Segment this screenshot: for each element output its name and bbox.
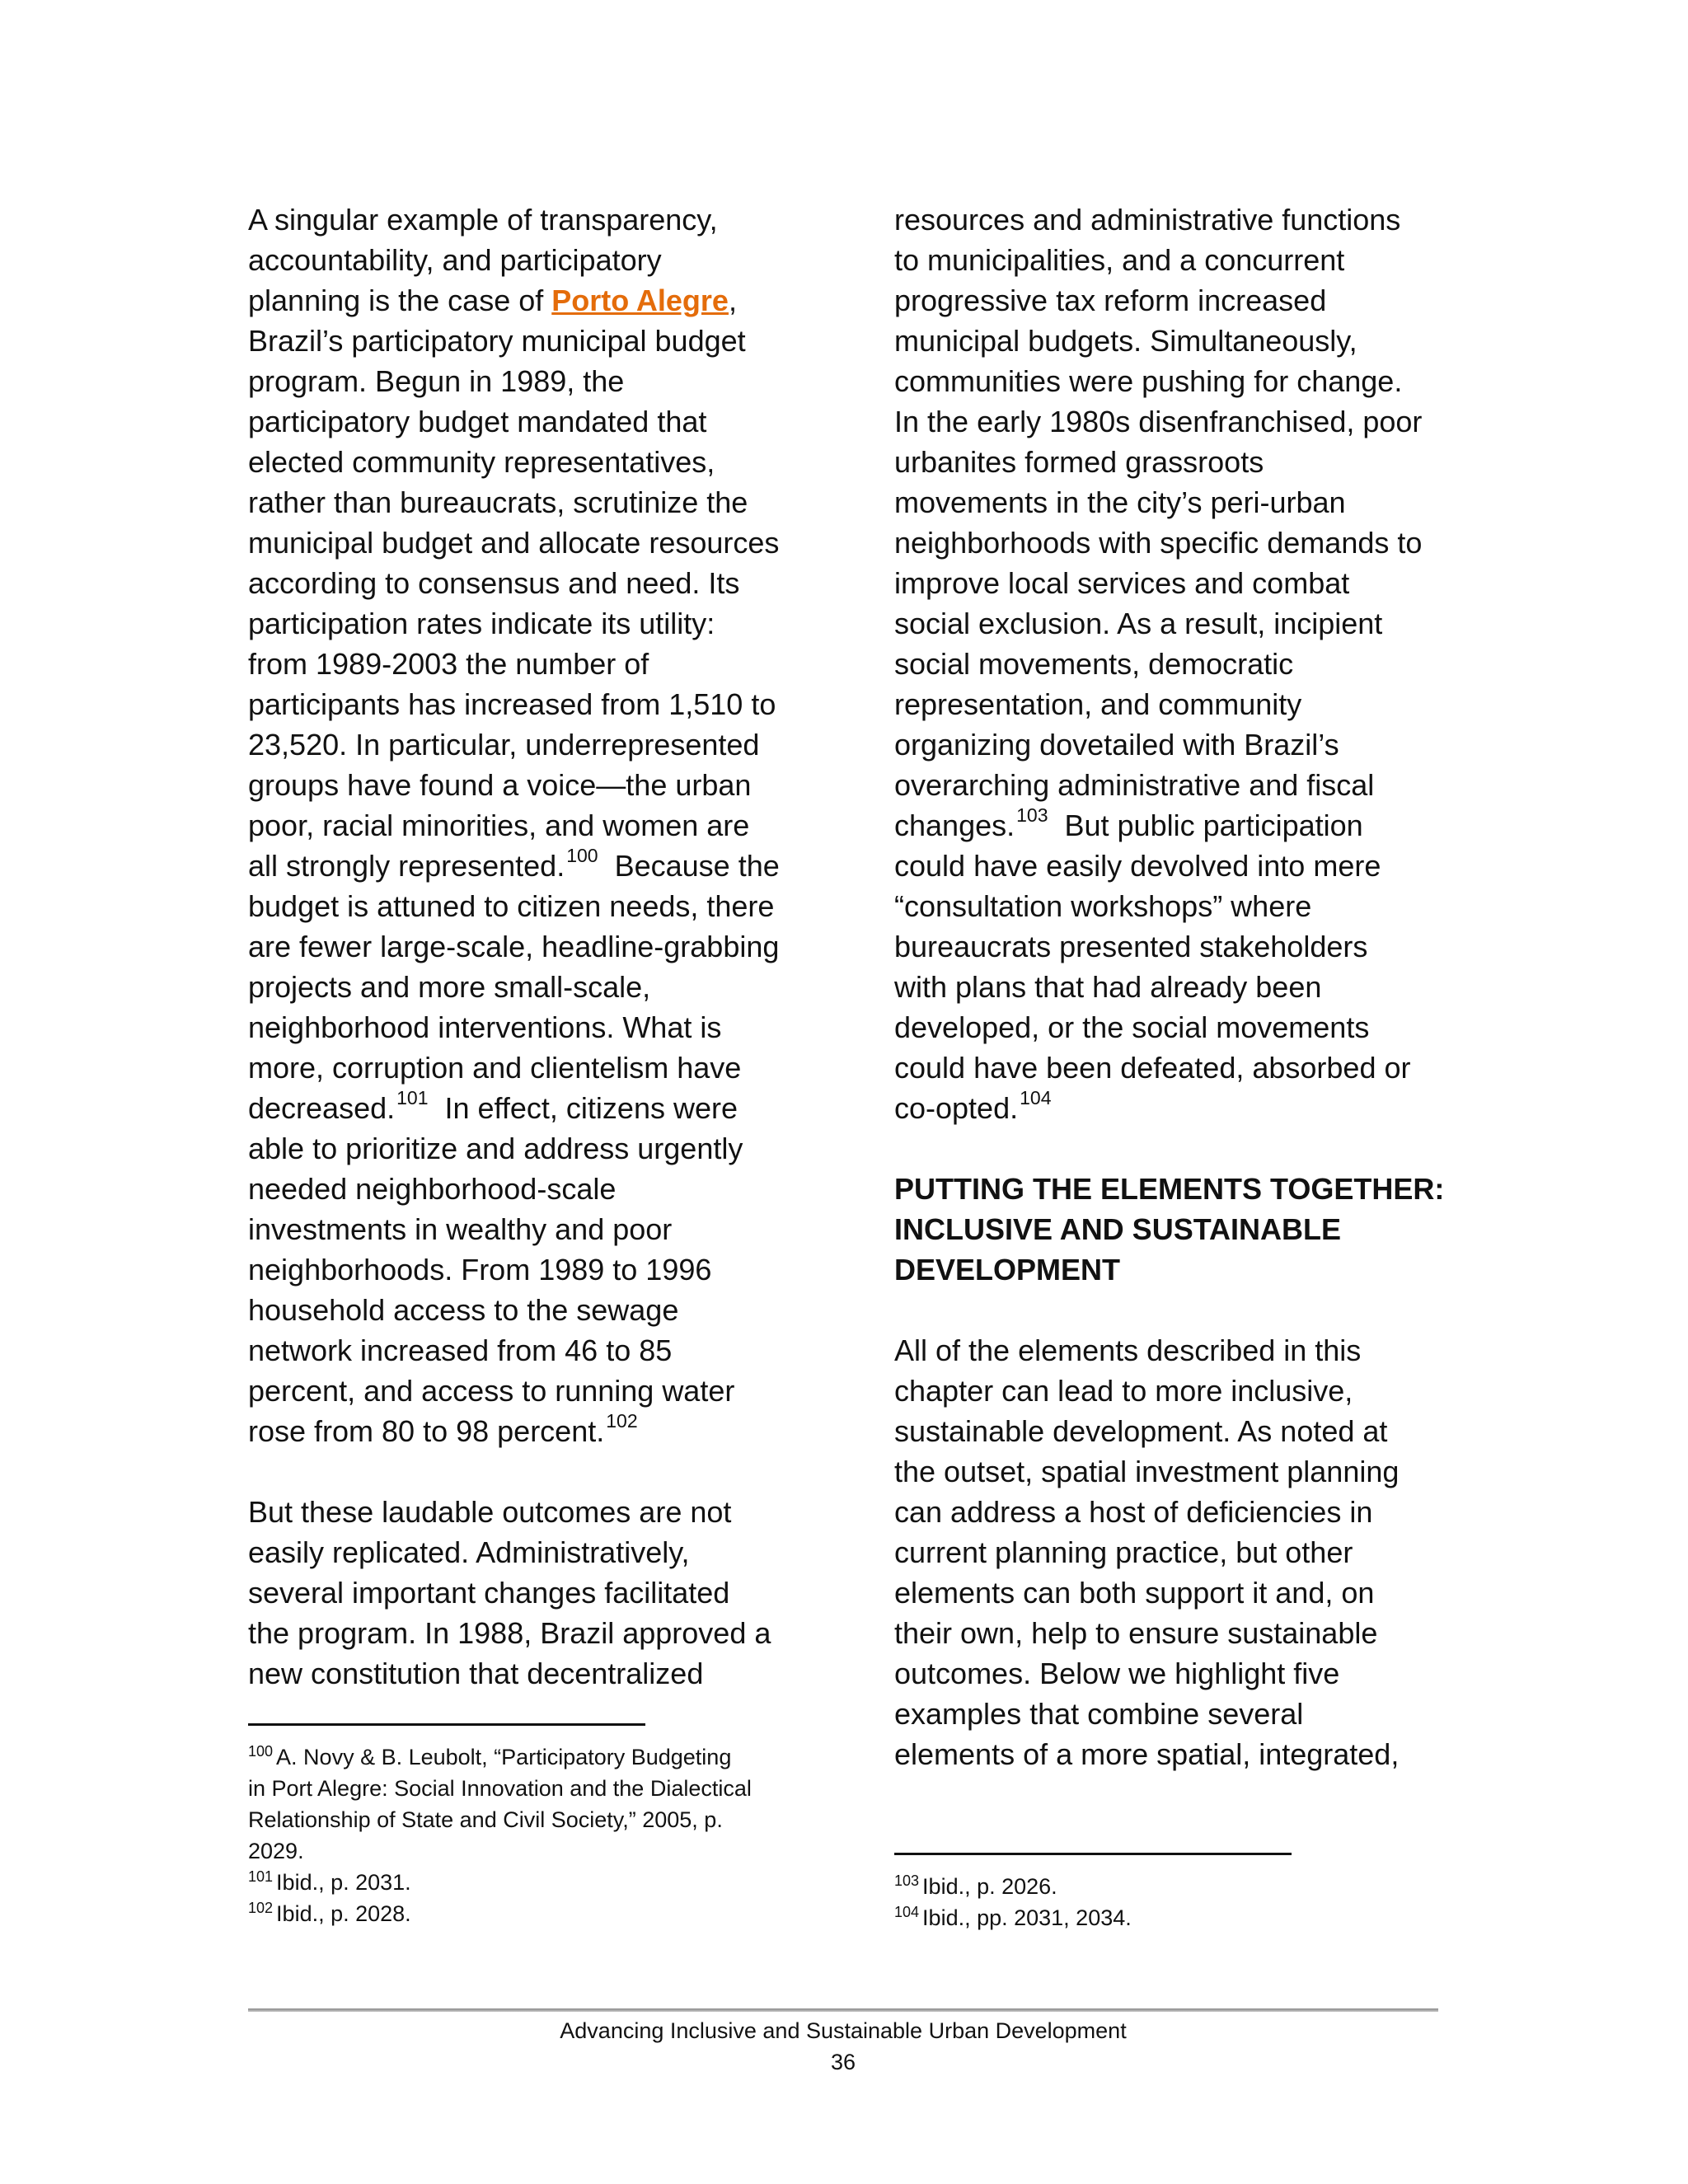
- body-line: resources and administrative functions: [894, 203, 1401, 237]
- body-line: able to prioritize and address urgently: [248, 1132, 743, 1165]
- heading-line: DEVELOPMENT: [894, 1253, 1121, 1286]
- footnote-100-cont: 2029.: [248, 1839, 304, 1863]
- footnote-ref-101[interactable]: 101: [396, 1087, 429, 1108]
- section-heading: [894, 1169, 1471, 1290]
- body-line: could have been defeated, absorbed or: [894, 1051, 1411, 1085]
- footnote-102: [248, 1898, 825, 1929]
- body-line: groups have found a voice—the urban: [248, 768, 752, 802]
- footnote-100-cont: in Port Alegre: Social Innovation and the Dialectical: [248, 1776, 752, 1801]
- body-text: decreased.: [248, 1091, 396, 1125]
- body-line: municipal budgets. Simultaneously,: [894, 324, 1357, 358]
- body-line: budget is attuned to citizen needs, there: [248, 889, 775, 923]
- body-line: easily replicated. Administratively,: [248, 1535, 690, 1569]
- body-line: the outset, spatial investment planning: [894, 1455, 1400, 1488]
- body-line: [894, 1088, 1471, 1128]
- footer-rule: [248, 2008, 1438, 2012]
- body-line: their own, help to ensure sustainable: [894, 1616, 1378, 1650]
- footer-title: Advancing Inclusive and Sustainable Urban Development: [560, 2018, 1127, 2043]
- body-line: rather than bureaucrats, scrutinize the: [248, 485, 748, 519]
- footnote-ref-103[interactable]: 103: [1016, 804, 1048, 826]
- footnote-text: Ibid., p. 2026.: [922, 1874, 1057, 1899]
- body-line: progressive tax reform increased: [894, 284, 1327, 317]
- body-line: organizing dovetailed with Brazil’s: [894, 728, 1339, 762]
- body-line: elected community representatives,: [248, 445, 715, 479]
- left-paragraph-2: [248, 1492, 825, 1694]
- body-line: are fewer large-scale, headline-grabbing: [248, 930, 780, 963]
- footnotes-left: [248, 1741, 825, 1929]
- body-line: can address a host of deficiencies in: [894, 1495, 1373, 1529]
- body-line: [894, 805, 1471, 846]
- body-text: In effect, citizens were: [428, 1091, 738, 1125]
- body-line: chapter can lead to more inclusive,: [894, 1374, 1353, 1408]
- body-line: [248, 1088, 825, 1128]
- body-line: new constitution that decentralized: [248, 1657, 704, 1690]
- body-line: according to consensus and need. Its: [248, 566, 740, 600]
- body-line: examples that combine several: [894, 1697, 1304, 1731]
- footnote-text: Ibid., pp. 2031, 2034.: [922, 1905, 1132, 1930]
- body-line: urbanites formed grassroots: [894, 445, 1264, 479]
- body-line: sustainable development. As noted at: [894, 1414, 1388, 1448]
- right-paragraph-1: [894, 199, 1471, 1128]
- footnote-number: 101: [248, 1868, 274, 1885]
- body-line: outcomes. Below we highlight five: [894, 1657, 1340, 1690]
- body-line: bureaucrats presented stakeholders: [894, 930, 1368, 963]
- body-line: elements of a more spatial, integrated,: [894, 1737, 1400, 1771]
- body-line: participatory budget mandated that: [248, 405, 707, 438]
- footnote-104: [894, 1902, 1471, 1933]
- footnote-ref-104[interactable]: 104: [1020, 1087, 1052, 1108]
- body-line: percent, and access to running water: [248, 1374, 735, 1408]
- footnote-number: 104: [894, 1904, 920, 1920]
- body-line: investments in wealthy and poor: [248, 1212, 673, 1246]
- body-line: accountability, and participatory: [248, 243, 662, 277]
- footnote-text: Ibid., p. 2028.: [276, 1901, 411, 1926]
- right-column: [894, 199, 1471, 1774]
- heading-line: INCLUSIVE AND SUSTAINABLE: [894, 1212, 1342, 1246]
- footnote-100-cont: Relationship of State and Civil Society,” 2005, p.: [248, 1807, 723, 1832]
- footnote-ref-100[interactable]: 100: [566, 845, 598, 866]
- body-line: overarching administrative and fiscal: [894, 768, 1375, 802]
- page-number: 36: [830, 2050, 856, 2074]
- body-line: neighborhood interventions. What is: [248, 1010, 722, 1044]
- body-text: changes.: [894, 808, 1015, 842]
- body-line: projects and more small-scale,: [248, 970, 651, 1004]
- body-line: to municipalities, and a concurrent: [894, 243, 1345, 277]
- body-line: more, corruption and clientelism have: [248, 1051, 742, 1085]
- body-line: improve local services and combat: [894, 566, 1350, 600]
- footnote-100: [248, 1741, 825, 1773]
- body-line: needed neighborhood-scale: [248, 1172, 617, 1206]
- body-line: [248, 1411, 825, 1451]
- body-line: 23,520. In particular, underrepresented: [248, 728, 760, 762]
- footnote-separator-right: [894, 1853, 1292, 1855]
- body-line: poor, racial minorities, and women are: [248, 808, 750, 842]
- body-line: movements in the city’s peri-urban: [894, 485, 1346, 519]
- body-line: “consultation workshops” where: [894, 889, 1312, 923]
- body-line: representation, and community: [894, 687, 1302, 721]
- body-text: Because the: [598, 849, 780, 883]
- left-column: [248, 199, 825, 1694]
- body-line: elements can both support it and, on: [894, 1576, 1375, 1610]
- body-line: [248, 280, 825, 321]
- footnote-101: [248, 1867, 825, 1898]
- body-text: rose from 80 to 98 percent.: [248, 1414, 605, 1448]
- footnote-text: A. Novy & B. Leubolt, “Participatory Budgeting: [276, 1745, 732, 1769]
- body-line: In the early 1980s disenfranchised, poor: [894, 405, 1423, 438]
- left-paragraph-1: [248, 199, 825, 1451]
- body-line: from 1989-2003 the number of: [248, 647, 649, 681]
- body-line: All of the elements described in this: [894, 1333, 1362, 1367]
- footnote-ref-102[interactable]: 102: [606, 1410, 638, 1432]
- body-line: could have easily devolved into mere: [894, 849, 1381, 883]
- footnote-number: 100: [248, 1743, 274, 1760]
- body-line: communities were pushing for change.: [894, 364, 1403, 398]
- right-paragraph-2: [894, 1330, 1471, 1774]
- body-line: several important changes facilitated: [248, 1576, 730, 1610]
- body-line: But these laudable outcomes are not: [248, 1495, 732, 1529]
- body-line: program. Begun in 1989, the: [248, 364, 625, 398]
- body-line: with plans that had already been: [894, 970, 1322, 1004]
- body-line: social movements, democratic: [894, 647, 1294, 681]
- body-line: the program. In 1988, Brazil approved a: [248, 1616, 771, 1650]
- footnotes-right: [894, 1871, 1471, 1933]
- body-text: But public participation: [1048, 808, 1363, 842]
- body-line: neighborhoods with specific demands to: [894, 526, 1423, 560]
- footnote-separator-left: [248, 1723, 645, 1726]
- footnote-number: 102: [248, 1900, 274, 1916]
- body-line: network increased from 46 to 85: [248, 1333, 673, 1367]
- body-line: current planning practice, but other: [894, 1535, 1353, 1569]
- body-line: social exclusion. As a result, incipient: [894, 607, 1383, 640]
- body-line: developed, or the social movements: [894, 1010, 1370, 1044]
- body-line: household access to the sewage: [248, 1293, 679, 1327]
- body-text: ,: [728, 284, 737, 317]
- body-text: planning is the case of: [248, 284, 552, 317]
- body-line: A singular example of transparency,: [248, 203, 718, 237]
- porto-alegre-link[interactable]: Porto Alegre: [551, 284, 729, 317]
- body-text: all strongly represented.: [248, 849, 565, 883]
- body-line: municipal budget and allocate resources: [248, 526, 780, 560]
- footnote-text: Ibid., p. 2031.: [276, 1870, 411, 1895]
- heading-line: PUTTING THE ELEMENTS TOGETHER:: [894, 1172, 1445, 1206]
- footnote-number: 103: [894, 1872, 920, 1889]
- body-line: Brazil’s participatory municipal budget: [248, 324, 746, 358]
- body-line: [248, 846, 825, 886]
- body-text: co-opted.: [894, 1091, 1019, 1125]
- body-line: participants has increased from 1,510 to: [248, 687, 776, 721]
- body-line: participation rates indicate its utility:: [248, 607, 715, 640]
- footnote-103: [894, 1871, 1471, 1902]
- body-line: neighborhoods. From 1989 to 1996: [248, 1253, 712, 1286]
